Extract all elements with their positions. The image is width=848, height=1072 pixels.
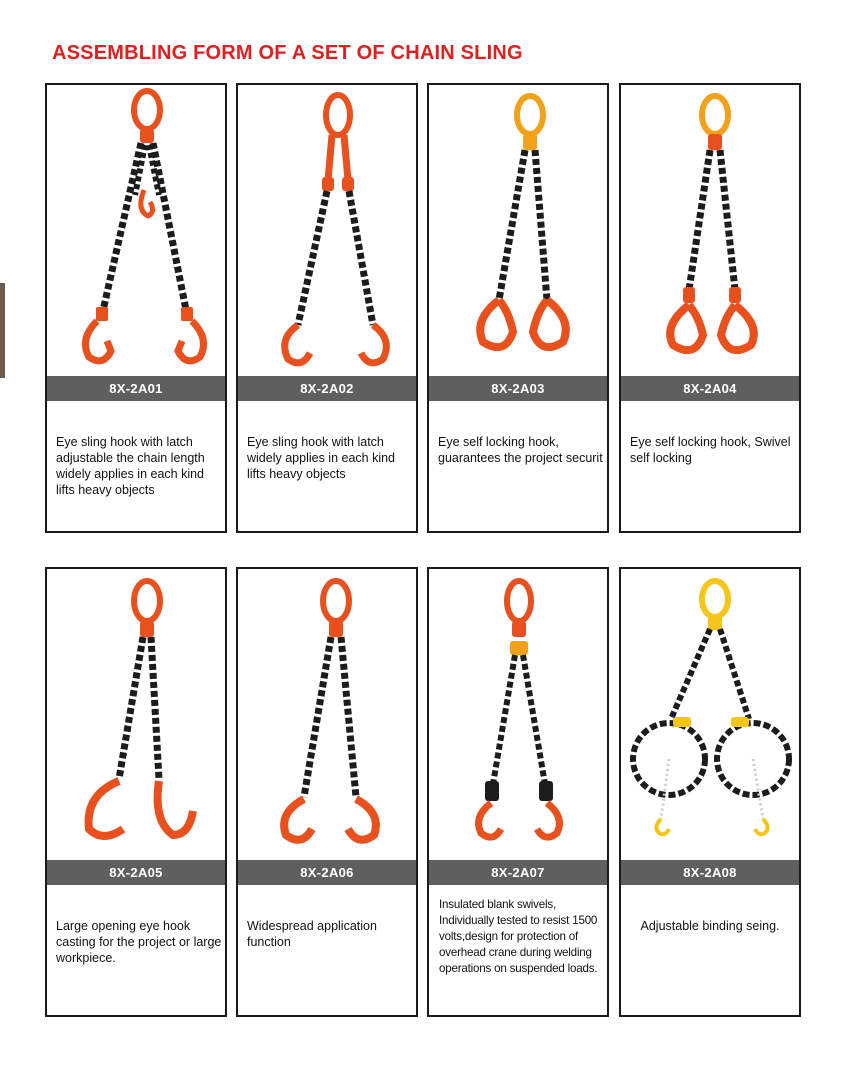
- product-code: 8X-2A07: [429, 860, 607, 885]
- product-card-8x-2a03: [427, 83, 609, 533]
- product-description: Large opening eye hook casting for the project or large workpiece.: [56, 919, 222, 965]
- two-leg-adjustable-eye-sling-hook-icon: [47, 85, 225, 376]
- product-description: Eye sling hook with latch adjustable the chain length widely applies in each kind lifts heavy objects: [56, 435, 205, 497]
- two-leg-sling-hook-icon: [238, 569, 416, 860]
- product-code: 8X-2A04: [621, 376, 799, 401]
- product-card-8x-2a07: [427, 567, 609, 1017]
- product-card-8x-2a08: [619, 567, 801, 1017]
- two-leg-self-locking-hook-icon: [429, 85, 607, 376]
- product-card-8x-2a06: [236, 567, 418, 1017]
- product-code: 8X-2A03: [429, 376, 607, 401]
- product-code: 8X-2A08: [621, 860, 799, 885]
- product-code: 8X-2A02: [238, 376, 416, 401]
- product-description: Eye self locking hook, Swivel self locking: [630, 435, 791, 465]
- two-leg-eye-sling-hook-icon: [238, 85, 416, 376]
- product-card-8x-2a01: [45, 83, 227, 533]
- insulated-swivel-sling-icon: [429, 569, 607, 860]
- product-description: Eye self locking hook, guarantees the project securit: [438, 435, 603, 465]
- product-card-8x-2a02: [236, 83, 418, 533]
- page-title: ASSEMBLING FORM OF A SET OF CHAIN SLING: [52, 42, 523, 64]
- product-description: Adjustable binding seing.: [640, 919, 780, 933]
- product-code: 8X-2A06: [238, 860, 416, 885]
- two-leg-swivel-self-locking-hook-icon: [621, 85, 799, 376]
- product-description: Eye sling hook with latch widely applies in each kind lifts heavy objects: [247, 435, 396, 481]
- product-description: Insulated blank swivels, Individually tested to resist 1500 volts,design for protection of overhead crane during welding operations on suspended loads.: [439, 898, 598, 975]
- adjustable-binding-sling-icon: [621, 569, 799, 860]
- side-tab-marker: [0, 283, 5, 378]
- product-code: 8X-2A01: [47, 376, 225, 401]
- product-code: 8X-2A05: [47, 860, 225, 885]
- product-card-8x-2a05: [45, 567, 227, 1017]
- two-leg-large-opening-hook-icon: [47, 569, 225, 860]
- product-description: Widespread application function: [247, 919, 377, 949]
- product-card-8x-2a04: [619, 83, 801, 533]
